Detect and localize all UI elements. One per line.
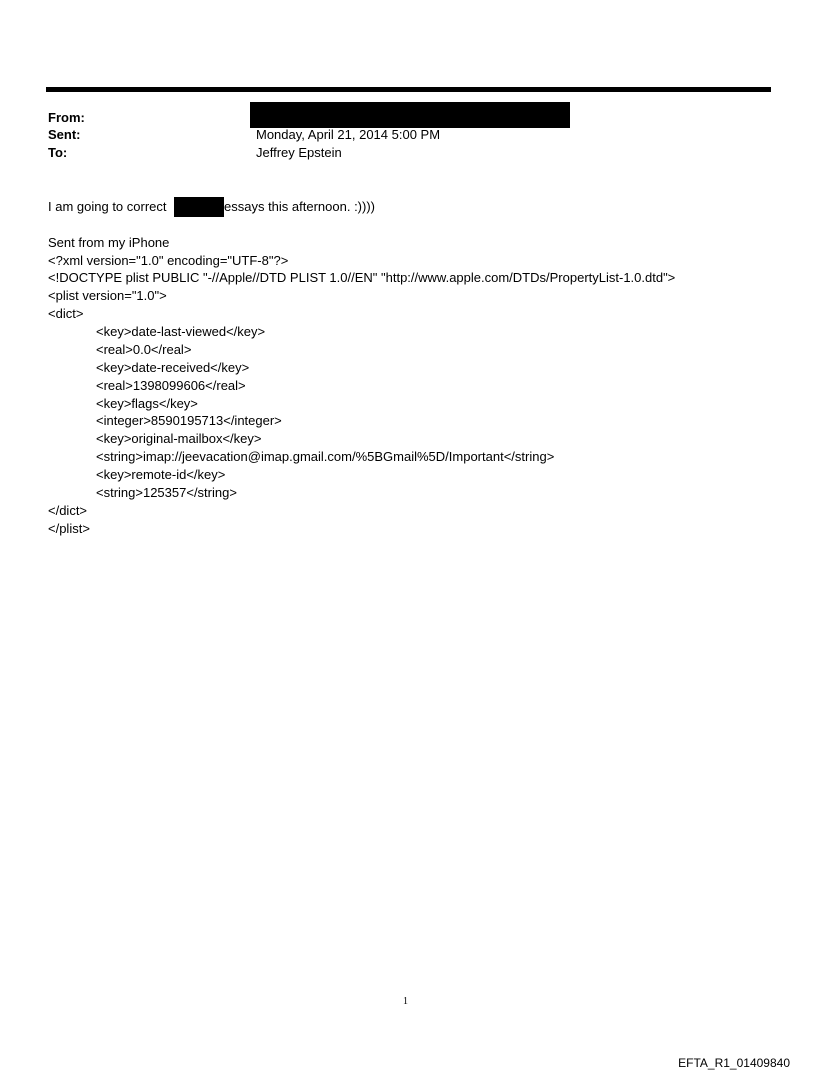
sent-label: Sent: [48,127,81,142]
xml-line: <?xml version="1.0" encoding="UTF-8"?> [48,253,289,268]
from-label: From: [48,110,85,125]
xml-line: <key>date-received</key> [96,360,250,375]
sent-value: Monday, April 21, 2014 5:00 PM [256,127,441,142]
xml-line: <real>0.0</real> [96,342,192,357]
xml-line: <string>imap://jeevacation@imap.gmail.com/%5BGmail%5D/Important</string> [96,449,555,464]
body-line-start: I am going to correct [48,199,167,214]
signature: Sent from my iPhone [48,235,170,250]
redacted-name [174,197,224,217]
xml-line: <key>date-last-viewed</key> [96,324,266,339]
body-line-end: essays this afternoon. :)))) [224,199,375,214]
xml-line: <integer>8590195713</integer> [96,413,282,428]
xml-line: </dict> [48,503,88,518]
xml-line: <string>125357</string> [96,485,237,500]
xml-line: </plist> [48,521,90,536]
redacted-sender [250,102,570,128]
xml-line: <key>original-mailbox</key> [96,431,262,446]
header-rule [46,87,771,92]
xml-line: <key>flags</key> [96,396,198,411]
xml-line: <dict> [48,306,84,321]
page-number: 1 [403,996,408,1007]
to-label: To: [48,145,68,160]
xml-line: <!DOCTYPE plist PUBLIC "-//Apple//DTD PLIST 1.0//EN" "http://www.apple.com/DTDs/PropertyList-1.0.dtd"> [48,270,676,285]
xml-line: <plist version="1.0"> [48,288,167,303]
to-value: Jeffrey Epstein [256,145,342,160]
xml-line: <real>1398099606</real> [96,378,246,393]
document-id: EFTA_R1_01409840 [678,1056,790,1070]
xml-line: <key>remote-id</key> [96,467,226,482]
